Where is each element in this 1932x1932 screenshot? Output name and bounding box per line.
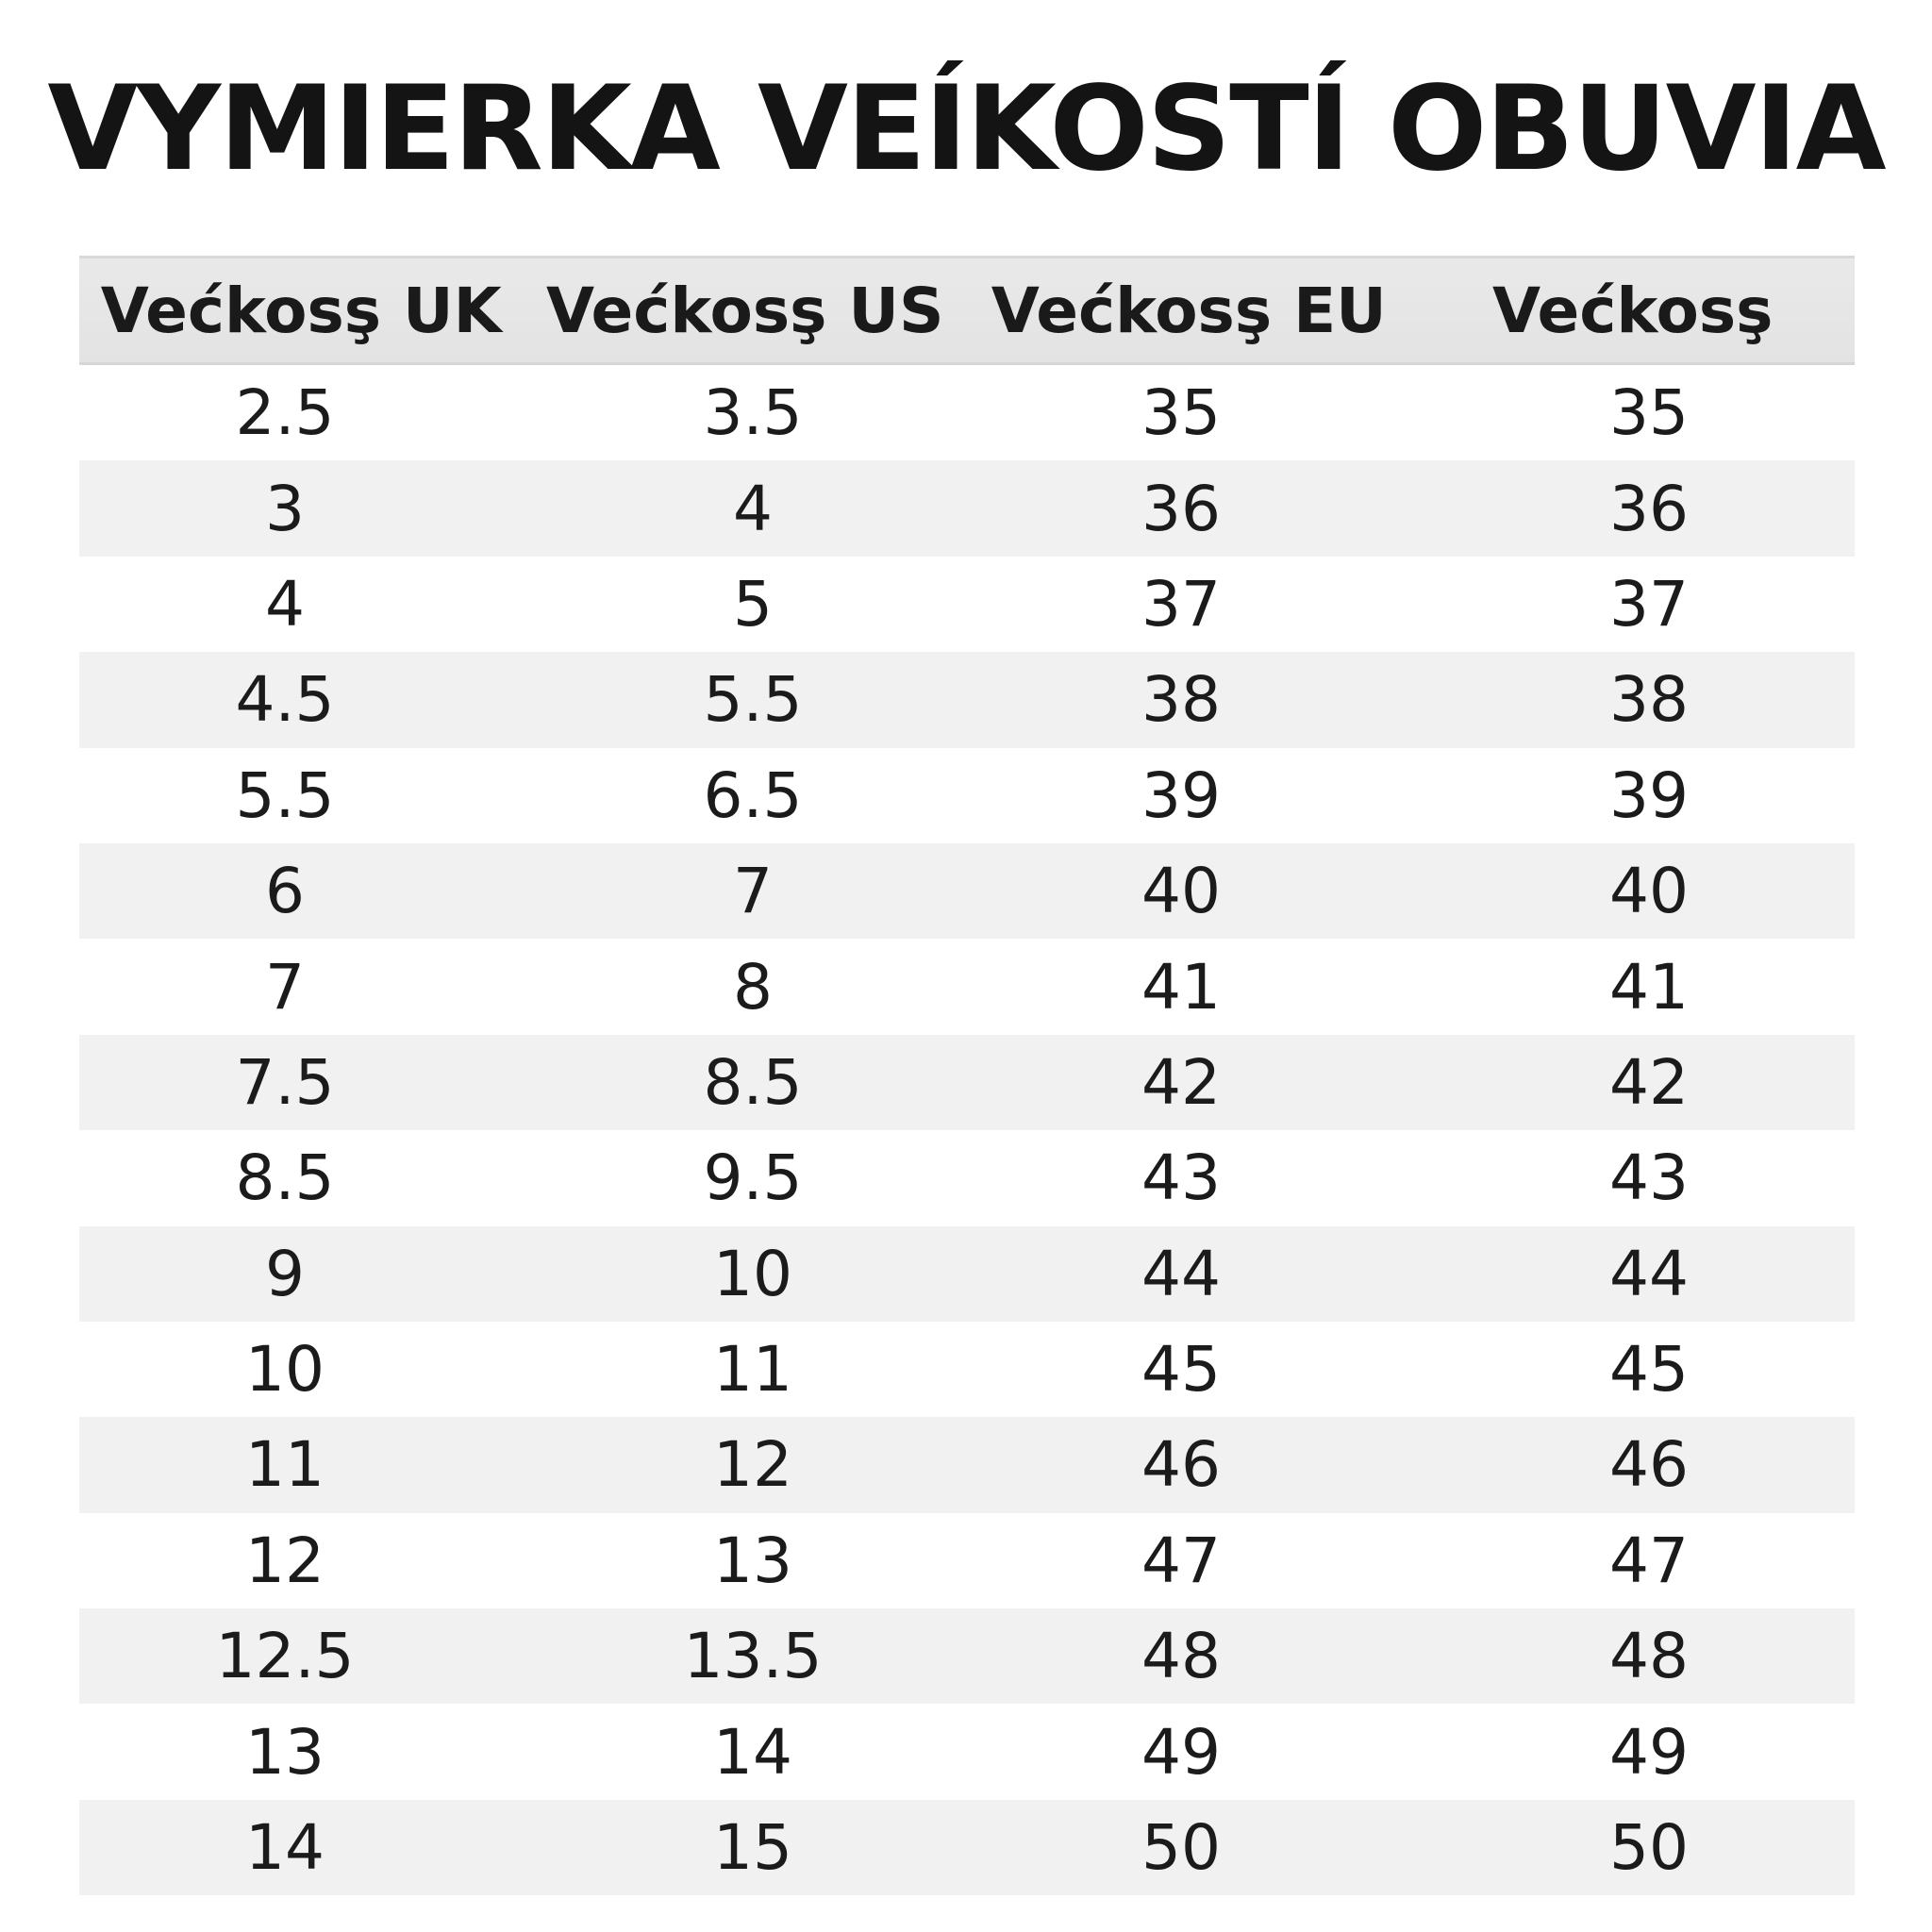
table-row: [79, 460, 1855, 556]
column-header-us: Većkosş US: [546, 274, 944, 347]
cell-us: 8: [733, 950, 773, 1024]
table-row: [79, 939, 1855, 1034]
cell-size: 48: [1609, 1620, 1689, 1693]
cell-eu: 45: [1141, 1333, 1221, 1407]
cell-uk: 5.5: [235, 758, 335, 832]
size-chart-table: [79, 256, 1855, 1895]
cell-uk: 13: [245, 1715, 325, 1789]
cell-size: 45: [1609, 1333, 1689, 1407]
column-header-uk: Većkosş UK: [100, 274, 502, 347]
cell-eu: 49: [1141, 1715, 1221, 1789]
cell-uk: 6: [265, 855, 305, 928]
cell-eu: 36: [1141, 472, 1221, 545]
cell-us: 5: [733, 567, 773, 641]
cell-eu: 47: [1141, 1524, 1221, 1597]
cell-eu: 35: [1141, 376, 1221, 450]
cell-uk: 9: [265, 1237, 305, 1310]
column-header-size: Većkosş: [1492, 274, 1774, 347]
cell-size: 46: [1609, 1428, 1689, 1502]
cell-uk: 2.5: [235, 376, 335, 450]
table-row: [79, 365, 1855, 460]
table-row: [79, 557, 1855, 652]
table-row: [79, 1704, 1855, 1799]
table-row: [79, 1130, 1855, 1225]
cell-us: 7: [733, 855, 773, 928]
cell-us: 6.5: [703, 758, 803, 832]
cell-size: 49: [1609, 1715, 1689, 1789]
cell-eu: 39: [1141, 758, 1221, 832]
cell-us: 9.5: [703, 1141, 803, 1215]
cell-size: 38: [1609, 663, 1689, 737]
cell-size: 40: [1609, 855, 1689, 928]
cell-eu: 44: [1141, 1237, 1221, 1310]
cell-size: 41: [1609, 950, 1689, 1024]
cell-uk: 7.5: [235, 1045, 335, 1119]
cell-uk: 8.5: [235, 1141, 335, 1215]
cell-eu: 41: [1141, 950, 1221, 1024]
cell-eu: 46: [1141, 1428, 1221, 1502]
cell-us: 15: [713, 1811, 792, 1885]
cell-us: 5.5: [703, 663, 803, 737]
cell-uk: 11: [245, 1428, 325, 1502]
table-row: [79, 652, 1855, 747]
cell-uk: 12: [245, 1524, 325, 1597]
cell-size: 44: [1609, 1237, 1689, 1310]
cell-us: 10: [713, 1237, 792, 1310]
cell-eu: 37: [1141, 567, 1221, 641]
table-row: [79, 1608, 1855, 1704]
cell-us: 12: [713, 1428, 792, 1502]
cell-size: 42: [1609, 1045, 1689, 1119]
cell-eu: 43: [1141, 1141, 1221, 1215]
cell-size: 35: [1609, 376, 1689, 450]
column-header-eu: Većkosş EU: [991, 274, 1387, 347]
cell-size: 43: [1609, 1141, 1689, 1215]
cell-uk: 7: [265, 950, 305, 1024]
cell-size: 39: [1609, 758, 1689, 832]
cell-us: 4: [733, 472, 773, 545]
cell-uk: 10: [245, 1333, 325, 1407]
cell-uk: 12.5: [215, 1620, 355, 1693]
cell-uk: 3: [265, 472, 305, 545]
cell-size: 37: [1609, 567, 1689, 641]
table-row: [79, 1322, 1855, 1417]
cell-us: 14: [713, 1715, 792, 1789]
cell-eu: 38: [1141, 663, 1221, 737]
cell-eu: 40: [1141, 855, 1221, 928]
table-row: [79, 1800, 1855, 1895]
cell-uk: 4.5: [235, 663, 335, 737]
cell-us: 11: [713, 1333, 792, 1407]
cell-uk: 14: [245, 1811, 325, 1885]
table-row: [79, 1035, 1855, 1130]
table-header-row: [79, 256, 1855, 365]
cell-eu: 42: [1141, 1045, 1221, 1119]
table-row: [79, 843, 1855, 939]
table-row: [79, 1513, 1855, 1608]
table-row: [79, 1417, 1855, 1512]
cell-uk: 4: [265, 567, 305, 641]
cell-us: 13: [713, 1524, 792, 1597]
table-row: [79, 748, 1855, 843]
cell-eu: 48: [1141, 1620, 1221, 1693]
cell-us: 3.5: [703, 376, 803, 450]
cell-us: 13.5: [683, 1620, 823, 1693]
table-row: [79, 1226, 1855, 1322]
cell-size: 47: [1609, 1524, 1689, 1597]
cell-size: 36: [1609, 472, 1689, 545]
table-body: [79, 365, 1855, 1895]
cell-size: 50: [1609, 1811, 1689, 1885]
page-title: VYMIERKA VEÍKOSTÍ OBUVIA: [47, 61, 1885, 197]
cell-us: 8.5: [703, 1045, 803, 1119]
cell-eu: 50: [1141, 1811, 1221, 1885]
